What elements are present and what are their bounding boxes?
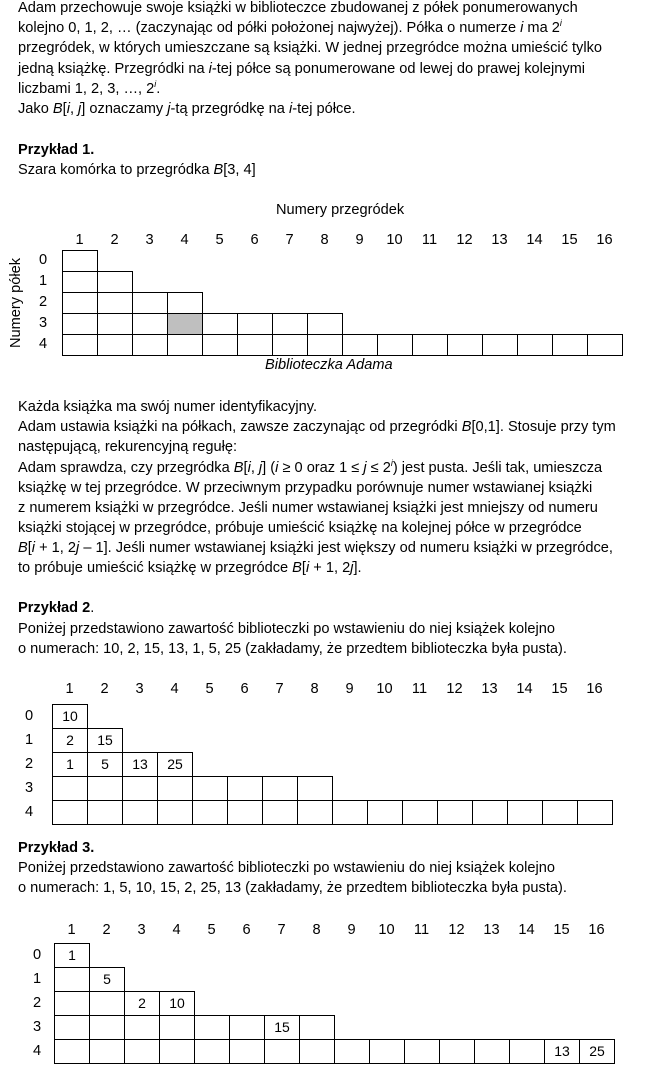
grid-cell: [132, 334, 168, 356]
column-number: 12: [448, 922, 465, 938]
grid-cell: [52, 776, 88, 801]
grid-cell: [62, 334, 98, 356]
column-number: 5: [215, 232, 224, 248]
grid-cell: [132, 313, 168, 335]
column-number: 2: [110, 232, 119, 248]
example1-y-axis-label: Numery półek: [8, 257, 24, 348]
column-number: 5: [207, 922, 216, 938]
column-number: 10: [386, 232, 403, 248]
grid-cell: [124, 1015, 160, 1040]
column-number: 15: [561, 232, 578, 248]
example3-heading: Przykład 3.: [18, 840, 95, 856]
column-number: 6: [240, 681, 249, 697]
row-number: 1: [24, 732, 34, 748]
column-number: 4: [170, 681, 179, 697]
example2-heading: Przykład 2.: [18, 600, 95, 616]
grid-cell: [297, 776, 333, 801]
grid-cell: [97, 334, 133, 356]
column-number: 6: [242, 922, 251, 938]
grid-cell: 15: [87, 728, 123, 753]
grid-cell: [89, 1015, 125, 1040]
intro-line-3: przegródek, w których umieszczane są książki. W jednej przegródce można umieścić tylko: [18, 40, 602, 56]
column-number: 3: [145, 232, 154, 248]
column-number: 13: [481, 681, 498, 697]
grid-cell: [194, 1015, 230, 1040]
rules-line-3: następującą, rekurencyjną regułę:: [18, 439, 238, 455]
grid-cell: [262, 776, 298, 801]
example1-description: Szara komórka to przegródka B[3, 4]: [18, 162, 256, 178]
grid-cell: [472, 800, 508, 825]
grid-cell: [229, 1039, 265, 1064]
grid-cell: [367, 800, 403, 825]
grid-cell: [439, 1039, 475, 1064]
grid-cell: [122, 800, 158, 825]
grid-cell: [52, 800, 88, 825]
row-number: 3: [32, 1019, 42, 1035]
column-number: 11: [413, 922, 430, 938]
column-number: 9: [347, 922, 356, 938]
grid-cell: [332, 800, 368, 825]
column-number: 1: [65, 681, 74, 697]
column-number: 14: [516, 681, 533, 697]
column-number: 16: [586, 681, 603, 697]
grid-cell: [62, 250, 98, 272]
row-number: 4: [32, 1043, 42, 1059]
grid-cell: [542, 800, 578, 825]
grid-cell: [97, 313, 133, 335]
row-number: 0: [32, 947, 42, 963]
row-number: 0: [24, 708, 34, 724]
grid-cell: [482, 334, 518, 356]
column-number: 9: [345, 681, 354, 697]
column-number: 14: [518, 922, 535, 938]
grid-cell: [87, 800, 123, 825]
column-number: 5: [205, 681, 214, 697]
column-number: 14: [526, 232, 543, 248]
column-number: 1: [75, 232, 84, 248]
grid-cell: [447, 334, 483, 356]
grid-cell: [62, 313, 98, 335]
grid-cell: 13: [544, 1039, 580, 1064]
grid-cell: [474, 1039, 510, 1064]
row-number: 4: [38, 336, 48, 352]
column-number: 10: [378, 922, 395, 938]
row-number: 4: [24, 804, 34, 820]
grid-cell: [264, 1039, 300, 1064]
highlighted-cell: [167, 313, 203, 335]
grid-cell: 5: [87, 752, 123, 777]
grid-cell: [404, 1039, 440, 1064]
grid-cell: [307, 313, 343, 335]
row-number: 2: [38, 294, 48, 310]
grid-cell: [89, 991, 125, 1016]
column-number: 10: [376, 681, 393, 697]
grid-cell: [509, 1039, 545, 1064]
grid-cell: 10: [159, 991, 195, 1016]
rules-line-7: książki stojącej w przegródce, próbuje umieścić książkę na kolejnej półce w przegródce: [18, 520, 582, 536]
grid-cell: [122, 776, 158, 801]
grid-cell: [157, 776, 193, 801]
grid-cell: [97, 292, 133, 314]
grid-cell: [229, 1015, 265, 1040]
rules-line-4: Adam sprawdza, czy przegródka B[i, j] (i ≥ 0 oraz $1 \le j \le 2^i$) jest pusta. Jeśli tak, umieszcza: [18, 458, 603, 476]
row-number: 0: [38, 252, 48, 268]
grid-cell: 1: [52, 752, 88, 777]
example3-description-1: Poniżej przedstawiono zawartość biblioteczki po wstawieniu do niej książek kolejno: [18, 860, 556, 876]
rules-line-6: z numerem książki w przegródce. Jeśli numer wstawianej książki jest mniejszy od numeru: [18, 500, 598, 516]
grid-cell: [54, 1039, 90, 1064]
grid-cell: [202, 334, 238, 356]
grid-cell: [62, 292, 98, 314]
example1-heading: Przykład 1.: [18, 142, 95, 158]
grid-cell: [192, 800, 228, 825]
row-number: 3: [38, 315, 48, 331]
grid-cell: [272, 313, 308, 335]
grid-cell: [62, 271, 98, 293]
grid-cell: [307, 334, 343, 356]
rules-line-1: Każda książka ma swój numer identyfikacyjny.: [18, 399, 318, 415]
column-number: 13: [483, 922, 500, 938]
grid-cell: [412, 334, 448, 356]
grid-cell: [377, 334, 413, 356]
grid-cell: [342, 334, 378, 356]
example3-description-2: o numerach: 1, 5, 10, 15, 2, 25, 13 (zakładamy, że przedtem biblioteczka była pusta).: [18, 880, 567, 896]
grid-cell: [262, 800, 298, 825]
intro-line-4: jedną książkę. Przegródki na i-tej półce są ponumerowane od lewej do prawej kolejnymi: [18, 61, 586, 77]
column-number: 6: [250, 232, 259, 248]
grid-cell: [507, 800, 543, 825]
column-number: 3: [137, 922, 146, 938]
grid-cell: [369, 1039, 405, 1064]
grid-cell: [54, 991, 90, 1016]
grid-cell: [272, 334, 308, 356]
grid-cell: [437, 800, 473, 825]
example1-caption: Biblioteczka Adama: [265, 357, 393, 373]
grid-cell: 15: [264, 1015, 300, 1040]
rules-line-5: książkę w tej przegródce. W przeciwnym przypadku porównuje numer wstawianej książki: [18, 480, 593, 496]
grid-cell: [167, 334, 203, 356]
grid-cell: [192, 776, 228, 801]
intro-line-2: kolejno 0, 1, 2, … (zaczynając od półki położonej najwyżej). Półka o numerze i ma 2$^i$: [18, 18, 562, 36]
grid-cell: [552, 334, 588, 356]
column-number: 12: [456, 232, 473, 248]
rules-line-9: to próbuje umieścić książkę w przegródce B[i + 1, 2j].: [18, 560, 362, 576]
grid-cell: [227, 800, 263, 825]
grid-cell: 2: [52, 728, 88, 753]
intro-line-5: liczbami 1, 2, 3, …, 2$^i$.: [18, 79, 161, 97]
column-number: 7: [275, 681, 284, 697]
grid-cell: [237, 313, 273, 335]
grid-cell: [167, 292, 203, 314]
grid-cell: [157, 800, 193, 825]
column-number: 16: [588, 922, 605, 938]
column-number: 8: [310, 681, 319, 697]
grid-cell: 2: [124, 991, 160, 1016]
column-number: 8: [320, 232, 329, 248]
grid-cell: [124, 1039, 160, 1064]
column-number: 2: [100, 681, 109, 697]
column-number: 4: [180, 232, 189, 248]
grid-cell: [194, 1039, 230, 1064]
column-number: 16: [596, 232, 613, 248]
grid-cell: [159, 1039, 195, 1064]
column-number: 15: [553, 922, 570, 938]
intro-line-6: Jako B[i, j] oznaczamy j-tą przegródkę na i-tej półce.: [18, 101, 356, 117]
column-number: 11: [421, 232, 438, 248]
row-number: 1: [32, 971, 42, 987]
grid-cell: [334, 1039, 370, 1064]
column-number: 7: [277, 922, 286, 938]
column-number: 7: [285, 232, 294, 248]
grid-cell: 25: [157, 752, 193, 777]
grid-cell: [54, 967, 90, 992]
grid-cell: [587, 334, 623, 356]
grid-cell: [54, 1015, 90, 1040]
grid-cell: [297, 800, 333, 825]
grid-cell: [577, 800, 613, 825]
column-number: 4: [172, 922, 181, 938]
column-number: 11: [411, 681, 428, 697]
grid-cell: [227, 776, 263, 801]
grid-cell: [159, 1015, 195, 1040]
grid-cell: 5: [89, 967, 125, 992]
grid-cell: [517, 334, 553, 356]
row-number: 2: [32, 995, 42, 1011]
grid-cell: [299, 1039, 335, 1064]
example2-description-2: o numerach: 10, 2, 15, 13, 1, 5, 25 (zakładamy, że przedtem biblioteczka była pusta).: [18, 641, 567, 657]
column-number: 3: [135, 681, 144, 697]
grid-cell: 25: [579, 1039, 615, 1064]
grid-cell: [87, 776, 123, 801]
row-number: 3: [24, 780, 34, 796]
grid-cell: [132, 292, 168, 314]
grid-cell: [237, 334, 273, 356]
column-number: 13: [491, 232, 508, 248]
rules-line-2: Adam ustawia książki na półkach, zawsze zaczynając od przegródki B[0,1]. Stosuje przy tym: [18, 419, 616, 435]
example2-description-1: Poniżej przedstawiono zawartość biblioteczki po wstawieniu do niej książek kolejno: [18, 621, 556, 637]
grid-cell: [97, 271, 133, 293]
example1-x-axis-label: Numery przegródek: [276, 202, 405, 218]
grid-cell: [202, 313, 238, 335]
column-number: 1: [67, 922, 76, 938]
grid-cell: [402, 800, 438, 825]
grid-cell: 10: [52, 704, 88, 729]
column-number: 15: [551, 681, 568, 697]
column-number: 2: [102, 922, 111, 938]
row-number: 2: [24, 756, 34, 772]
column-number: 12: [446, 681, 463, 697]
grid-cell: [299, 1015, 335, 1040]
grid-cell: [89, 1039, 125, 1064]
column-number: 8: [312, 922, 321, 938]
row-number: 1: [38, 273, 48, 289]
intro-line-1: Adam przechowuje swoje książki w biblioteczce zbudowanej z półek ponumerowanych: [18, 0, 578, 16]
rules-line-8: B[i + 1, 2j – 1]. Jeśli numer wstawianej książki jest większy od numeru książki w przegródce,: [18, 540, 613, 556]
grid-cell: 13: [122, 752, 158, 777]
column-number: 9: [355, 232, 364, 248]
grid-cell: 1: [54, 943, 90, 968]
